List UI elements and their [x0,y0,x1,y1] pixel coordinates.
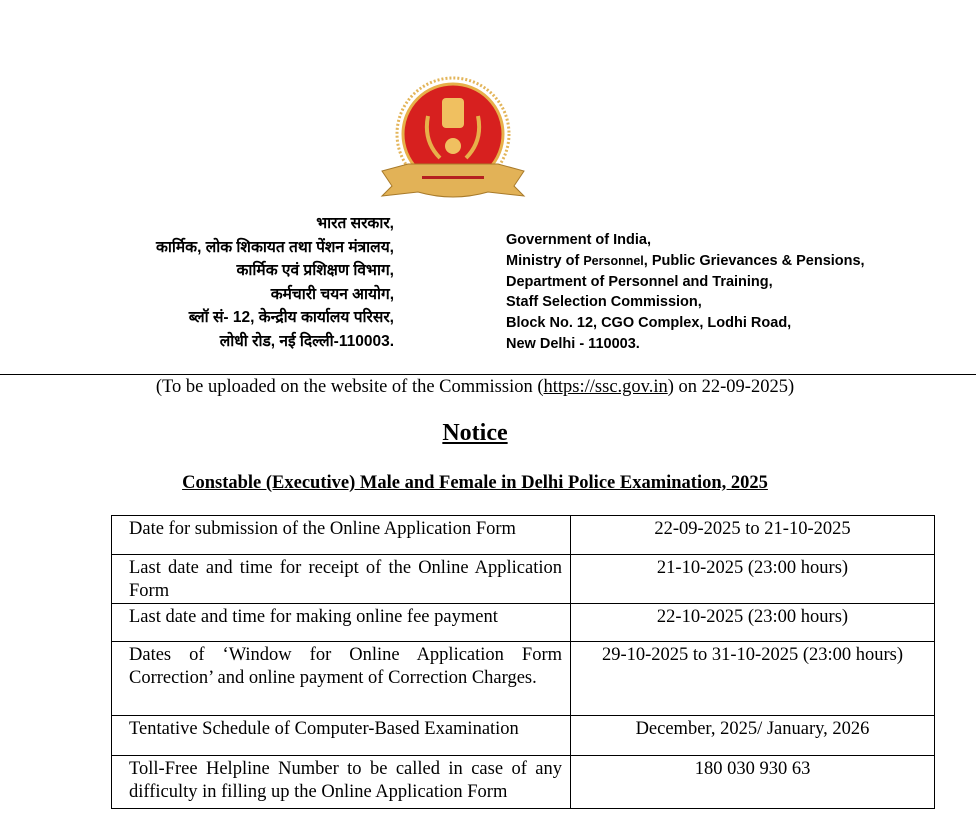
hindi-line: कार्मिक, लोक शिकायत तथा पेंशन मंत्रालय, [155,238,394,256]
notice-title: Notice [442,420,508,446]
english-address [506,230,865,355]
table-row [112,756,935,809]
hindi-line: लोधी रोड, नई दिल्ली-110003. [219,332,394,350]
schedule-value: 29-10-2025 to 31-10-2025 (23:00 hours) [571,642,935,716]
address-line [506,251,865,272]
address-line: Department of Personnel and Training, [506,273,773,290]
ssc-logo [378,76,528,204]
table-row [112,716,935,756]
schedule-item: Dates of ‘Window for Online Application Form Correction’ and online payment of Correction Charges. [112,642,571,716]
address-line: Block No. 12, CGO Complex, Lodhi Road, [506,315,792,332]
address-part: Personnel [583,253,644,268]
schedule-value: 22-10-2025 (23:00 hours) [571,604,935,642]
exam-title: Constable (Executive) Male and Female in Delhi Police Examination, 2025 [182,473,768,493]
schedule-item: Tentative Schedule of Computer-Based Examination [112,716,571,756]
schedule-value: 21-10-2025 (23:00 hours) [571,555,935,604]
table-row [112,555,935,604]
schedule-item: Last date and time for receipt of the Online Application Form [112,555,571,604]
ssc-website-link[interactable]: https://ssc.gov.in [543,377,668,397]
schedule-value: 180 030 930 63 [571,756,935,809]
address-part: Ministry of [506,252,584,269]
upload-note [0,377,950,398]
address-line: Staff Selection Commission, [506,294,702,311]
address-line: New Delhi - 110003. [506,335,640,352]
address-line: Government of India, [506,232,652,248]
hindi-line: भारत सरकार, [316,215,394,232]
schedule-item: Last date and time for making online fee payment [112,604,571,642]
upload-prefix: (To be uploaded on the website of the Commission ( [155,377,544,397]
table-row [112,604,935,642]
schedule-value: 22-09-2025 to 21-10-2025 [571,516,935,555]
schedule-value: December, 2025/ January, 2026 [571,716,935,756]
hindi-line: कार्मिक एवं प्रशिक्षण विभाग, [236,262,394,279]
hindi-line: कर्मचारी चयन आयोग, [270,285,394,303]
header-divider [0,374,976,375]
schedule-table [111,515,935,809]
schedule-item: Toll-Free Helpline Number to be called in case of any difficulty in filling up the Online Application Form [112,756,571,809]
address-part: , Public Grievances & Pensions, [643,252,865,269]
table-row [112,516,935,555]
hindi-address [156,212,394,353]
hindi-line: ब्लॉ सं- 12, केन्द्रीय कार्यालय परिसर, [188,309,394,326]
table-row [112,642,935,716]
schedule-item: Date for submission of the Online Application Form [112,516,571,555]
upload-suffix: ) on 22-09-2025) [667,377,795,397]
